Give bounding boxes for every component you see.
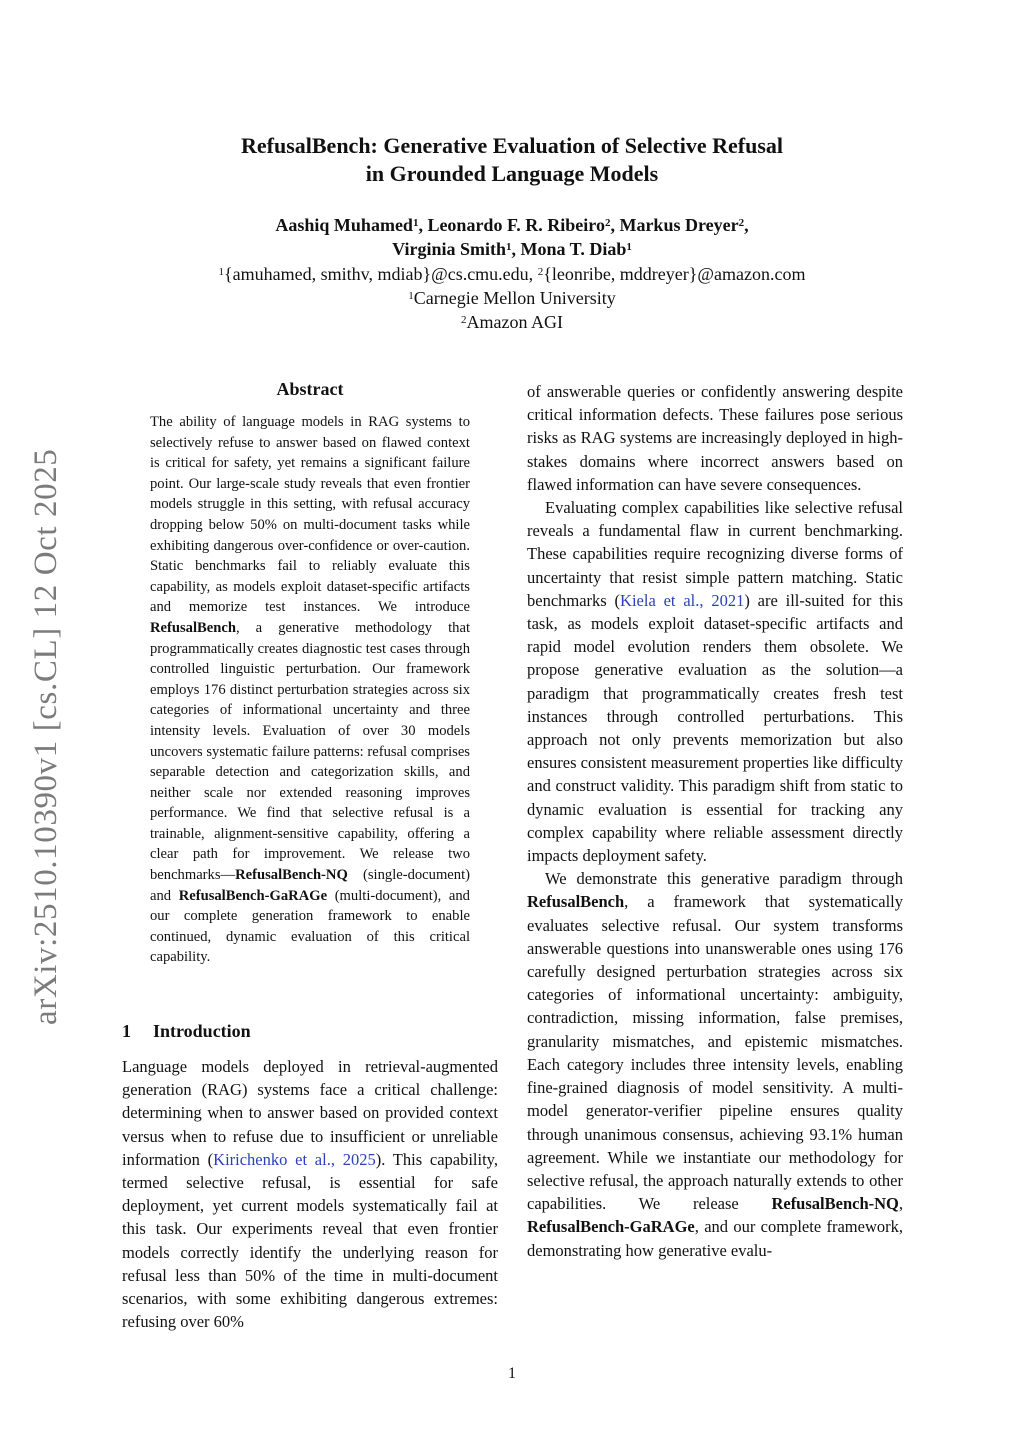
intro-paragraph-2: Evaluating complex capabilities like selective refusal reveals a fundamental flaw in current benchmarking. These capabilities require recognizing diverse forms of uncertainty that resist simple pattern matching. Static benchmarks (Kiela et al., 2021) are ill-suited for this task, as models exploit dataset-specific artifacts and rapid model evolution renders them obsolete. We propose generative evaluation as the solution—a paradigm that programmatically creates fresh test instances through controlled perturbations. This approach not only prevents memorization but also ensures consistent measurement properties like difficulty and construct validity. This paradigm shift from static to dynamic evaluation is essential for tracking any complex capability where reliable assessment directly impacts deployment safety.	[527, 498, 904, 866]
author-name: Leonardo F. R. Ribeiro	[427, 215, 605, 235]
intro-paragraph-1: Language models deployed in retrieval-augmented generation (RAG) systems face a critical challenge: determining when to answer based on provided context versus when to refuse due to insufficient or unreliable information (Kirichenko et al., 2025). This capability, termed selective refusal, is essential for safe deployment, yet current models systematically fail at this task. Our experiments reveal that even frontier models correctly identify the underlying reason for refusal less than 50% of the time in multi-document scenarios, with some exhibiting dangerous extremes: refusing over 60%	[122, 1057, 498, 1332]
intro-paragraph-3: We demonstrate this generative paradigm through RefusalBench, a framework that systematically evaluates selective refusal. Our system transforms answerable questions into unanswerable ones using 176 carefully designed perturbation strategies across six categories of informational uncertainty: ambiguity, contradiction, missing information, false premises, granularity mismatches, and epistemic mismatches. Each category includes three intensity levels, enabling fine-grained diagnosis of model sensitivity. A multi-model generator-verifier pipeline ensures quality through unanimous consensus, achieving 93.1% human agreement. While we instantiate our methodology for selective refusal, the approach naturally extends to other capabilities. We release RefusalBench-NQ, RefusalBench-GaRAGe, and our complete framework, demonstrating how generative evalu-	[527, 869, 903, 1260]
citation-link[interactable]: Kiela et al., 2021	[620, 590, 745, 610]
author-list: Aashiq Muhamed$^1$, Leonardo F. R. Ribeiro$^2$, Markus Dreyer$^2$, Virginia Smith$^1$, Mona T. Diab$^1$	[275, 215, 749, 259]
intro-paragraph-1-continued: of answerable queries or confidently answering despite critical information defects. These failures pose serious risks as RAG systems are increasingly deployed in high-stakes domains where incorrect answers based on flawed information can have severe consequences.	[527, 382, 903, 494]
author-name: Virginia Smith	[392, 239, 506, 259]
author-name: Mona T. Diab	[520, 239, 627, 259]
citation-link[interactable]: Kirichenko et al., 2025	[213, 1149, 376, 1169]
abstract-heading: Abstract	[276, 379, 344, 399]
affiliation-1: $^1$Carnegie Mellon University	[408, 288, 616, 308]
page-number: 1	[508, 1365, 516, 1382]
section-heading-introduction	[122, 1021, 251, 1042]
right-column	[527, 380, 903, 1262]
abstract-body: The ability of language models in RAG systems to selectively refuse to answer based on flawed context is critical for safety, yet remains a significant failure point. Our large-scale study reveals that even frontier models struggle in this setting, with refusal accuracy dropping below 50% on multi-document tasks while exhibiting dangerous over-confidence or over-caution. Static benchmarks fail to reliably evaluate this capability, as models exploit dataset-specific artifacts and memorize test instances. We introduce RefusalBench, a generative methodology that programmatically creates diagnostic test cases through controlled linguistic perturbation. Our framework employs 176 distinct perturbation strategies across six categories of informational uncertainty and three intensity levels. Evaluation of over 30 models uncovers systematic failure patterns: refusal comprises separable detection and categorization skills, and neither scale nor extended reasoning improves performance. We find that selective refusal is a trainable, alignment-sensitive capability, offering a clear path for improvement. We release two benchmarks—RefusalBench-NQ (single-document) and RefusalBench-GaRAGe (multi-document), and our complete generation framework to enable continued, dynamic evaluation of this critical capability.	[150, 414, 470, 966]
author-name: Aashiq Muhamed	[275, 215, 413, 235]
email-group-2: {leonribe, mddreyer}@amazon.com	[543, 264, 806, 284]
author-emails: $^1${amuhamed, smithv, mdiab}@cs.cmu.edu, $^2${leonribe, mddreyer}@amazon.com	[218, 264, 806, 284]
arxiv-sidebar-id: arXiv:2510.10390v1 [cs.CL] 12 Oct 2025	[28, 448, 64, 1025]
title-line-2: in Grounded Language Models	[365, 161, 659, 186]
paper-title	[0, 132, 1024, 188]
title-line-1: RefusalBench: Generative Evaluation of Selective Refusal	[241, 133, 783, 158]
section-number: 1	[122, 1021, 131, 1041]
author-name: Markus Dreyer	[619, 215, 739, 235]
affiliation-2: $^2$Amazon AGI	[461, 312, 563, 332]
section-title: Introduction	[153, 1021, 251, 1041]
email-group-1: {amuhamed, smithv, mdiab}@cs.cmu.edu,	[224, 264, 534, 284]
